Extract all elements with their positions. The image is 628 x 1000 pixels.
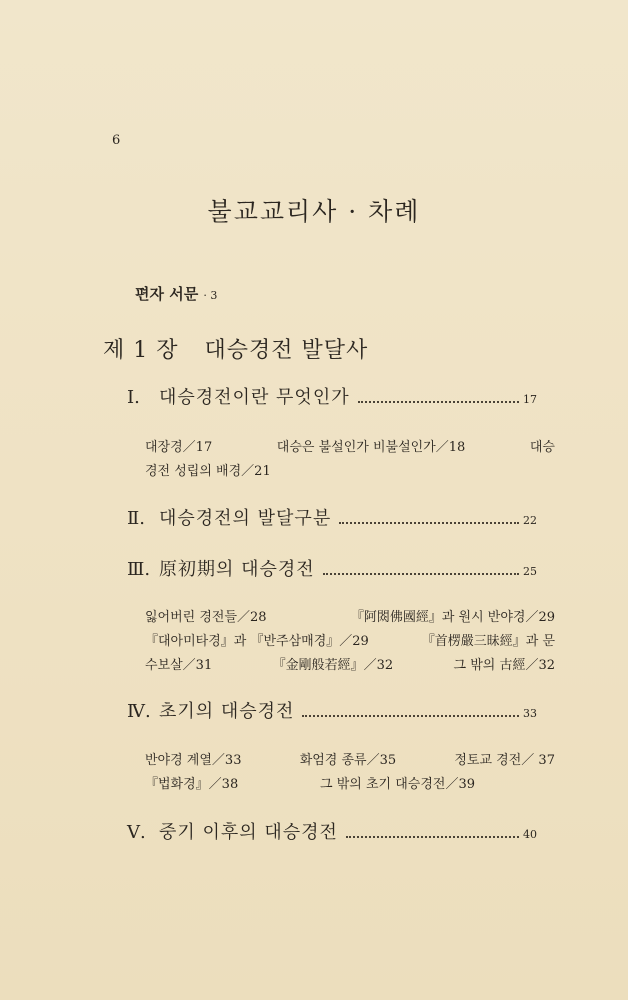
toc-section-5 [127,818,537,846]
subtopic: 『阿閦佛國經』과 원시 반야경／29 [350,610,555,625]
leader-dots [358,401,519,403]
subtopics-row [145,630,555,649]
leader-dots [323,573,519,575]
subtopic: 그 밖의 초기 대승경전／39 [320,777,475,792]
preface-label: 편자 서문 [135,285,199,303]
subtopics-row [145,654,555,673]
section-title: 대승경전의 발달구분 [159,508,332,529]
subtopic: 잃어버린 경전들／28 [145,610,267,625]
section-page: 22 [523,514,537,527]
leader-dots [339,522,519,524]
toc-section-2 [127,504,537,532]
subtopic: 그 밖의 古經／32 [453,658,555,673]
section-page: 17 [523,393,537,406]
subtopic: 대승 [529,440,555,455]
section-number: Ⅴ. [127,822,146,843]
section-number: Ⅱ. [127,508,145,529]
subtopic: 대장경／17 [145,440,213,455]
subtopic: 경전 성립의 배경／21 [145,464,271,479]
section-title: 대승경전이란 무엇인가 [159,387,350,408]
leader-dots [346,836,519,838]
section-number: Ⅳ. [127,701,151,722]
subtopics-row [145,749,555,768]
subtopic: 대승은 불설인가 비불설인가／18 [276,440,466,455]
section-page: 25 [523,565,537,578]
subtopic: 『법화경』／38 [145,777,239,792]
subtopic: 『金剛般若經』／32 [272,658,394,673]
section-number: Ⅰ. [127,387,140,408]
subtopic: 『首楞嚴三昧經』과 문 [421,634,555,649]
subtopic: 『대아미타경』과 『반주삼매경』／29 [145,634,369,649]
subtopic: 정토교 경전／ 37 [454,753,555,768]
page-number: 6 [112,133,121,148]
chapter-number: 제 1 장 [103,338,179,363]
subtopic: 수보살／31 [145,658,213,673]
section-page: 33 [523,707,537,720]
section-number: Ⅲ. [127,559,151,580]
subtopics-row [145,436,555,455]
section-title: 중기 이후의 대승경전 [159,822,338,843]
toc-section-1 [127,383,537,411]
chapter-heading [103,333,368,364]
toc-section-4 [127,697,537,725]
page-title: 불교교리사 · 차례 [207,197,421,226]
subtopic: 반야경 계열／33 [145,753,242,768]
leader-dots [302,715,519,717]
preface-entry [135,283,217,304]
toc-section-3 [127,555,537,583]
preface-page: · 3 [203,289,218,302]
subtopic: 화엄경 종류／35 [299,753,397,768]
subtopics-row [145,773,475,792]
section-page: 40 [523,828,537,841]
subtopics-row [145,606,555,625]
section-title: 초기의 대승경전 [159,701,295,722]
chapter-title: 대승경전 발달사 [204,338,369,363]
section-title: 原初期의 대승경전 [159,559,315,580]
subtopics-row [145,460,555,479]
